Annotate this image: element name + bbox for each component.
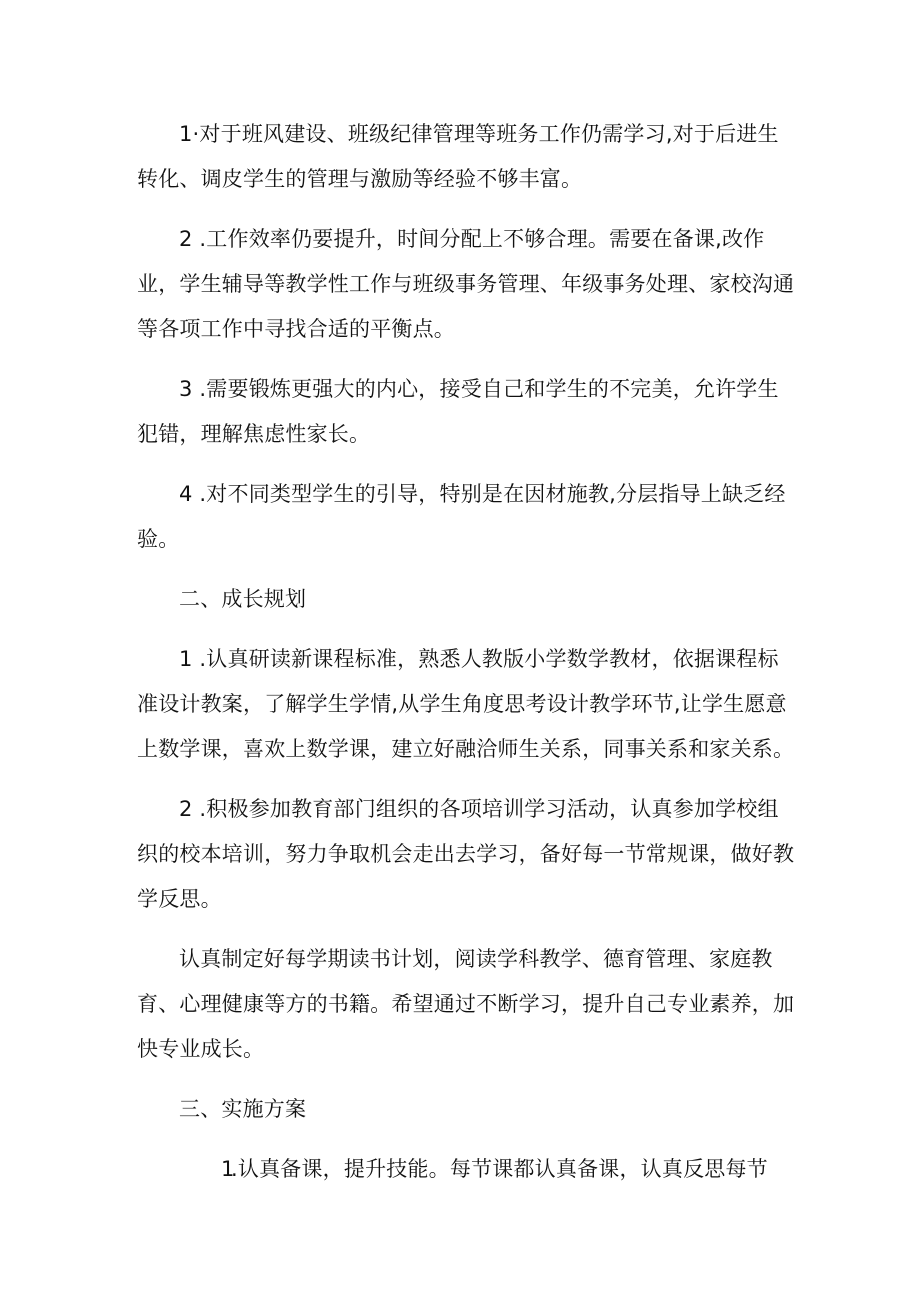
- paragraph-weakness-1: 1·对于班风建设、班级纪律管理等班务工作仍需学习,对于后进生转化、调皮学生的管理与激励等经验不够丰富。: [137, 122, 779, 191]
- paragraph-implementation-1: [137, 1147, 797, 1192]
- paragraph-weakness-2: 2 .工作效率仍要提升，时间分配上不够合理。需要在备课,改作业，学生辅导等教学性工作与班级事务管理、年级事务处理、家校沟通等各项工作中寻找合适的平衡点。: [137, 227, 795, 341]
- paragraph-plan-3: 认真制定好每学期读书计划，阅读学科教学、德育管理、家庭教育、心理健康等方的书籍。希望通过不断学习，提升自己专业素养，加快专业成长。: [137, 947, 795, 1061]
- paragraph-plan-1: 1 .认真研读新课程标准，熟悉人教版小学数学教材，依据课程标准设计教案，了解学生学情,从学生角度思考设计教学环节,让学生愿意上数学课，喜欢上数学课，建立好融洽师生关系，同事关系和家关系。: [137, 647, 795, 761]
- paragraph-plan-2: 2 .积极参加教育部门组织的各项培训学习活动，认真参加学校组织的校本培训，努力争取机会走出去学习，备好每一节常规课，做好教学反思。: [137, 797, 795, 911]
- list-number: 1: [221, 1157, 235, 1181]
- paragraph-text: .认真备课，提升技能。每节课都认真备课，认真反思每节: [231, 1157, 768, 1181]
- section-heading-growth-plan: 二、成长规划: [179, 587, 307, 611]
- document-body: [137, 112, 797, 1192]
- section-heading-implementation: 三、实施方案: [179, 1097, 307, 1121]
- paragraph-weakness-3: 3 .需要锻炼更强大的内心，接受自己和学生的不完美，允许学生犯错，理解焦虑性家长。: [137, 377, 779, 446]
- paragraph-weakness-4: 4 .对不同类型学生的引导，特别是在因材施教,分层指导上缺乏经验。: [137, 482, 786, 551]
